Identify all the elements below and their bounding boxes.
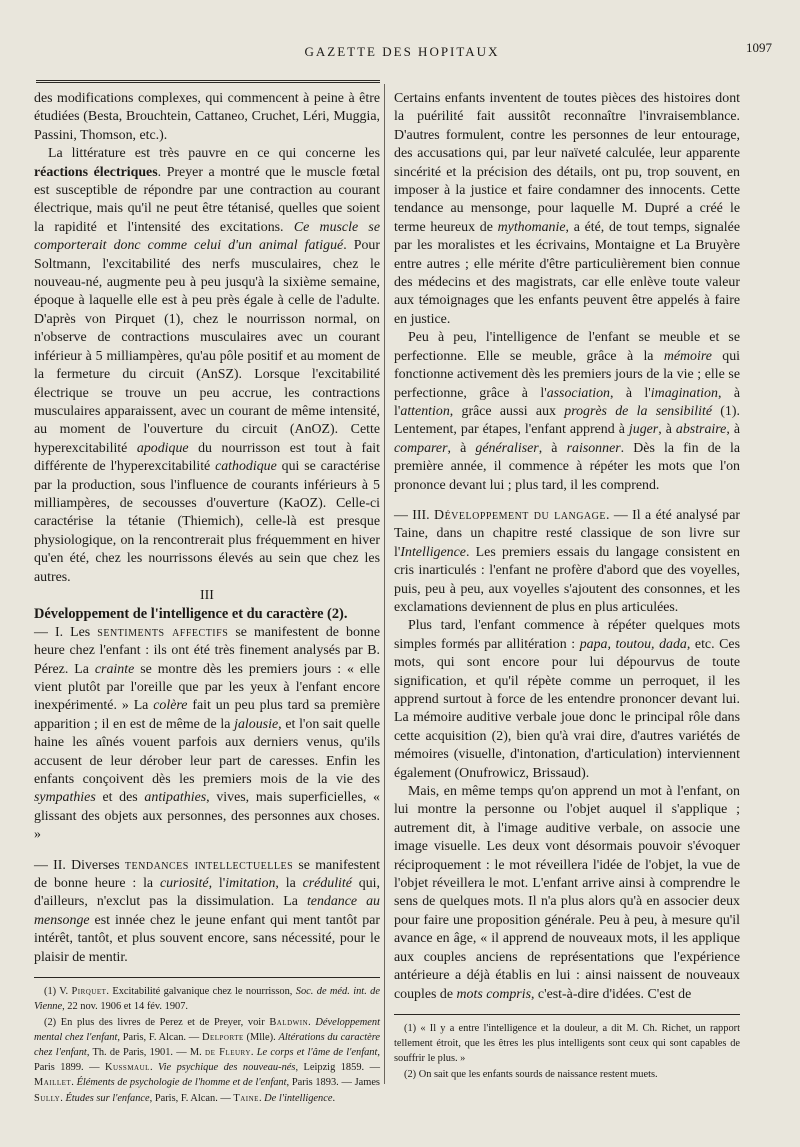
- footnotes: [34, 984, 380, 1106]
- paragraph: La littérature est très pauvre en ce qui concerne les réactions électriques. Preyer a montré que le muscle fœtal est susceptible de répondre par une contraction au courant électrique, mais qu'il ne peut être tétanisé, quelles que soient la rapidité et l'intensité des excitations. Ce muscle se comporterait donc comme celui d'un animal fatigué. Pour Soltmann, l'excitabilité des nerfs musculaires, chez le nouveau-né, augmente peu à peu jusqu'à la sixième semaine, époque à laquelle elle est à peu près égale à celle de l'adulte. D'après von Pirquet (1), chez le nourrisson normal, on n'observe de contractions musculaires avec un courant inférieur à 5 milliampères, qu'au pôle positif et au moment de la fermeture du circuit (AnSZ). Lorsque l'excitabilité électrique se trouve un peu accrue, les contractions musculaires apparaissent, avec un courant de même intensité, au moment de l'ouverture du circuit (AnOZ). Cette hyperexcitabilité apodique du nourrisson est tout à fait différente de l'hyperexcitabilité cathodique qui se caractérise par la production, sous l'influence de courants inférieurs à 5 milliampères, de secousses d'ouverture (KaOZ). Celle-ci caractérise la tétanie (Thiemich), celle-là est presque physiologique, on la rencontrerait plus fréquemment en hiver qu'en été, chez les nourrissons élevés au sein que chez les autres.: [34, 146, 381, 585]
- spacer: [34, 845, 380, 857]
- page-number: 1097: [746, 40, 772, 55]
- section-title: Développement de l'intelligence et du caractère (2).: [34, 606, 348, 623]
- footnote: (2) On sait que les enfants sourds de naissance restent muets.: [404, 1068, 658, 1080]
- section-number: III: [200, 587, 214, 603]
- footnote: (1) V. Pirquet. Excitabilité galvanique chez le nourrisson, Soc. de méd. int. de Vienne, 22 nov. 1906 et 14 fév. 1907.: [34, 986, 380, 1013]
- paragraph: Peu à peu, l'intelligence de l'enfant se meuble et se perfectionne. Elle se meuble, grâce à la mémoire qui fonctionne activement dès les premiers jours de la vie ; elle se perfectionne, grâce à l'association, à l'imagination, à l'attention, grâce aussi aux progrès de la sensibilité (1). Lentement, par étapes, l'enfant apprend à juger, à abstraire, à comparer, à généraliser, à raisonner. Dès la fin de la première année, il commence à répéter les mots que l'on prononce devant lui ; plus tard, il les comprend.: [394, 330, 741, 493]
- double-rule: [36, 80, 380, 83]
- paragraph: Plus tard, l'enfant commence à répéter quelques mots simples formés par allitération : papa, toutou, dada, etc. Ces mots, qui sont encore pour lui dépourvus de toute signification, et qu'il répète comme un perroquet, il les apprend surtout à force de les entendre prononcer devant lui. La mémoire auditive verbale joue donc le principal rôle dans cette acquisition (2), bien qu'à vrai dire, d'autres variétés de mémoires (visuelle, d'intonation, d'articulation) interviennent également (Onufrowicz, Brissaud).: [394, 618, 740, 781]
- footnote: (1) « Il y a entre l'intelligence et la douleur, a dit M. Ch. Richet, un rapport tellement étroit, que les êtres les plus intelligents sont ceux qui sont capables de souffrir le plus. »: [394, 1022, 740, 1065]
- page-header: [32, 40, 772, 68]
- paragraph: Mais, en même temps qu'on apprend un mot à l'enfant, on lui montre la personne ou l'objet auquel il s'applique ; autrement dit, à l'image auditive verbale, on associe une image visuelle. Les deux vont désormais pouvoir s'évoquer réciproquement : le mot réveillera l'idée de l'objet, la vue de l'objet réveillera le mot. L'enfant arrive ainsi à comprendre le sens de quelques mots. Il n'a plus alors qu'à en associer deux pour faire une proposition générale. Peu à peu, à mesure qu'il avance en âge, « il apprend de nouveaux mots, il les applique aux couples anciens de représentations que l'expérience antérieure a déjà établis en lui : ainsi naissent de nouveaux couples de mots compris, c'est-à-dire d'idées. C'est de: [394, 784, 740, 1002]
- footnote-rule: [34, 977, 380, 978]
- running-title: GAZETTE DES HOPITAUX: [304, 44, 500, 59]
- paragraph: Certains enfants inventent de toutes pièces des histoires dont la puérilité fait aussitôt reconnaître l'invraisemblance. D'autres formulent, contre les personnes de leur entourage, des accusations qui, par leur naïveté calculée, leur apparente sincérité et la précision des détails, ont pu, trop souvent, en imposer à la justice et faire condamner des innocents. Cette tendance au mensonge, pour laquelle M. Dupré a créé le terme heureux de mythomanie, a été, de tout temps, signalée par les moralistes et les écrivains, Montaigne et La Bruyère entre autres ; elle mérite d'être particulièrement bien connue des médecins et des magistrats, car elle enlève toute valeur aux témoignages que les enfants peuvent être appelés à faire en justice.: [394, 91, 740, 327]
- spacer: [394, 495, 740, 507]
- paragraph: — II. Diverses tendances intellectuelles se manifestent de bonne heure : la curiosité, l'imitation, la crédulité qui, d'ailleurs, n'exclut pas la dissimulation. La tendance au mensonge est innée chez le jeune enfant qui ment tantôt par intérêt, tantôt, et plus souvent encore, sans nécessité, pour le plaisir de mentir.: [34, 857, 380, 965]
- right-column: [394, 90, 740, 1082]
- column-divider: [384, 84, 385, 1084]
- left-column: [34, 90, 380, 1106]
- footnote-rule: [394, 1014, 740, 1015]
- footnote: (2) En plus des livres de Perez et de Preyer, voir Baldwin. Développement mental chez l'enfant, Paris, F. Alcan. — Delporte (Mlle). Altérations du caractère chez l'enfant, Th. de Paris, 1901. — M. de Fleury. Le corps et l'âme de l'enfant, Paris 1899. — Kussmaul. Vie psychique des nouveau-nés, Leipzig 1859. — Maillet. Éléments de psychologie de l'homme et de l'enfant, Paris 1893. — James Sully. Études sur l'enfance, Paris, F. Alcan. — Taine. De l'intelligence.: [34, 1016, 381, 1104]
- paragraph: — III. Développement du langage. — Il a été analysé par Taine, dans un chapitre resté classique de son livre sur l'Intelligence. Les premiers essais du langage consistent en cris inarticulés : l'enfant ne profère d'abord que des voyelles, puis, peu à peu, aux voyelles s'ajoutent des consonnes, et les exclamations deviennent de plus en plus articulées.: [394, 507, 740, 615]
- footnotes: [394, 1021, 740, 1082]
- paragraph: — I. Les sentiments affectifs se manifestent de bonne heure chez l'enfant : ils ont été très finement analysés par B. Pérez. La crainte se montre dès les premiers jours : « elle vient plutôt par l'oreille que par les yeux à l'enfant encore inexpérimenté. » La colère fait un peu plus tard sa première apparition ; il en est de même de la jalousie, et l'on sait quelle haine les aînés vouent parfois aux derniers venus, qu'ils accusent de leur dérober leur part de caresses. Enfin les enfants conçoivent dès les premiers mois de la vie des sympathies et des antipathies, vives, mais superficielles, « glissant des objets aux personnes, des personnes aux choses. »: [34, 624, 380, 843]
- paragraph: des modifications complexes, qui commencent à peine à être étudiées (Besta, Brouchtein, Cattaneo, Cruchet, Léri, Muggia, Passini, Thomson, etc.).: [34, 91, 380, 143]
